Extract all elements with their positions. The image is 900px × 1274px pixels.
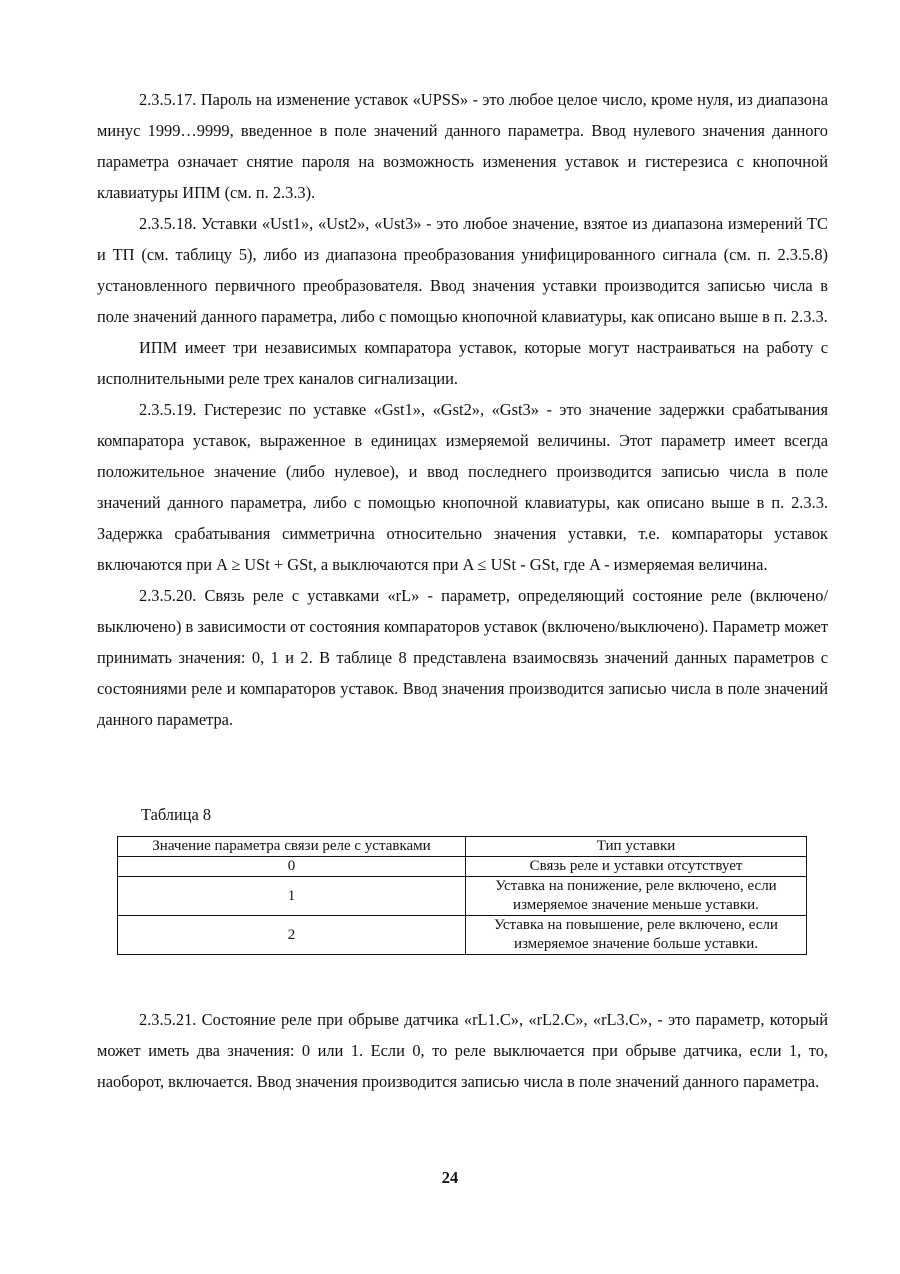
table-header-row [118, 837, 807, 857]
paragraph-comparators: ИПМ имеет три независимых компаратора уставок, которые могут настраиваться на работу с исполнительными реле трех каналов сигнализации. [97, 338, 828, 388]
page-number: 24 [441, 1168, 459, 1187]
table-cell: 1 [118, 877, 466, 916]
relay-setpoint-table [117, 836, 807, 955]
table-cell: Уставка на повышение, реле включено, если измеряемое значение больше уставки. [466, 916, 807, 955]
text-section-top [97, 84, 828, 735]
table-header-cell: Тип уставки [466, 837, 807, 857]
table-row [118, 857, 807, 877]
paragraph-2-3-5-21: 2.3.5.21. Состояние реле при обрыве датчика «rL1.C», «rL2.C», «rL3.C», - это параметр, который может иметь два значения: 0 или 1. Если 0, то реле выключается при обрыве датчика, если 1, то, наоборот, включается. Ввод значения производится записью числа в поле значений данного параметра. [97, 1010, 828, 1091]
table-row [118, 916, 807, 955]
table-caption: Таблица 8 [141, 805, 212, 824]
table-cell: Связь реле и уставки отсутствует [466, 857, 807, 877]
table-header-cell: Значение параметра связи реле с уставками [118, 837, 466, 857]
table-cell: 0 [118, 857, 466, 877]
table-cell: 2 [118, 916, 466, 955]
text-section-bottom [97, 1004, 828, 1097]
paragraph-2-3-5-20: 2.3.5.20. Связь реле с уставками «rL» - параметр, определяющий состояние реле (включено/выключено) в зависимости от состояния компараторов уставок (включено/выключено). Параметр может принимать значения: 0, 1 и 2. В таблице 8 представлена взаимосвязь значений данных параметров с состояниями реле и компараторов уставок. Ввод значения производится записью числа в поле значений данного параметра. [97, 586, 829, 729]
paragraph-2-3-5-17: 2.3.5.17. Пароль на изменение уставок «UPSS» - это любое целое число, кроме нуля, из диапазона минус 1999…9999, введенное в поле значений данного параметра. Ввод нулевого значения данного параметра означает снятие пароля на возможность изменения уставок и гистерезиса с кнопочной клавиатуры ИПМ (см. п. 2.3.3). [97, 90, 828, 202]
table-row [118, 877, 807, 916]
paragraph-2-3-5-19: 2.3.5.19. Гистерезис по уставке «Gst1», «Gst2», «Gst3» - это значение задержки срабатывания компаратора уставок, выраженное в единицах измеряемой величины. Этот параметр имеет всегда положительное значение (либо нулевое), и ввод последнего производится записью числа в поле значений данного параметра, либо с помощью кнопочной клавиатуры, как описано выше в п. 2.3.3. Задержка срабатывания симметрична относительно значения уставки, т.е. компараторы уставок включаются при A ≥ USt + GSt, а выключаются при A ≤ USt - GSt, где A - измеряемая величина. [97, 400, 828, 574]
paragraph-2-3-5-18: 2.3.5.18. Уставки «Ust1», «Ust2», «Ust3» - это любое значение, взятое из диапазона измерений ТС и ТП (см. таблицу 5), либо из диапазона преобразования унифицированного сигнала (см. п. 2.3.5.8) установленного первичного преобразователя. Ввод значения уставки производится записью числа в поле значений данного параметра, либо с помощью кнопочной клавиатуры, как описано выше в п. 2.3.3. [97, 214, 828, 326]
table-cell: Уставка на понижение, реле включено, если измеряемое значение меньше уставки. [466, 877, 807, 916]
